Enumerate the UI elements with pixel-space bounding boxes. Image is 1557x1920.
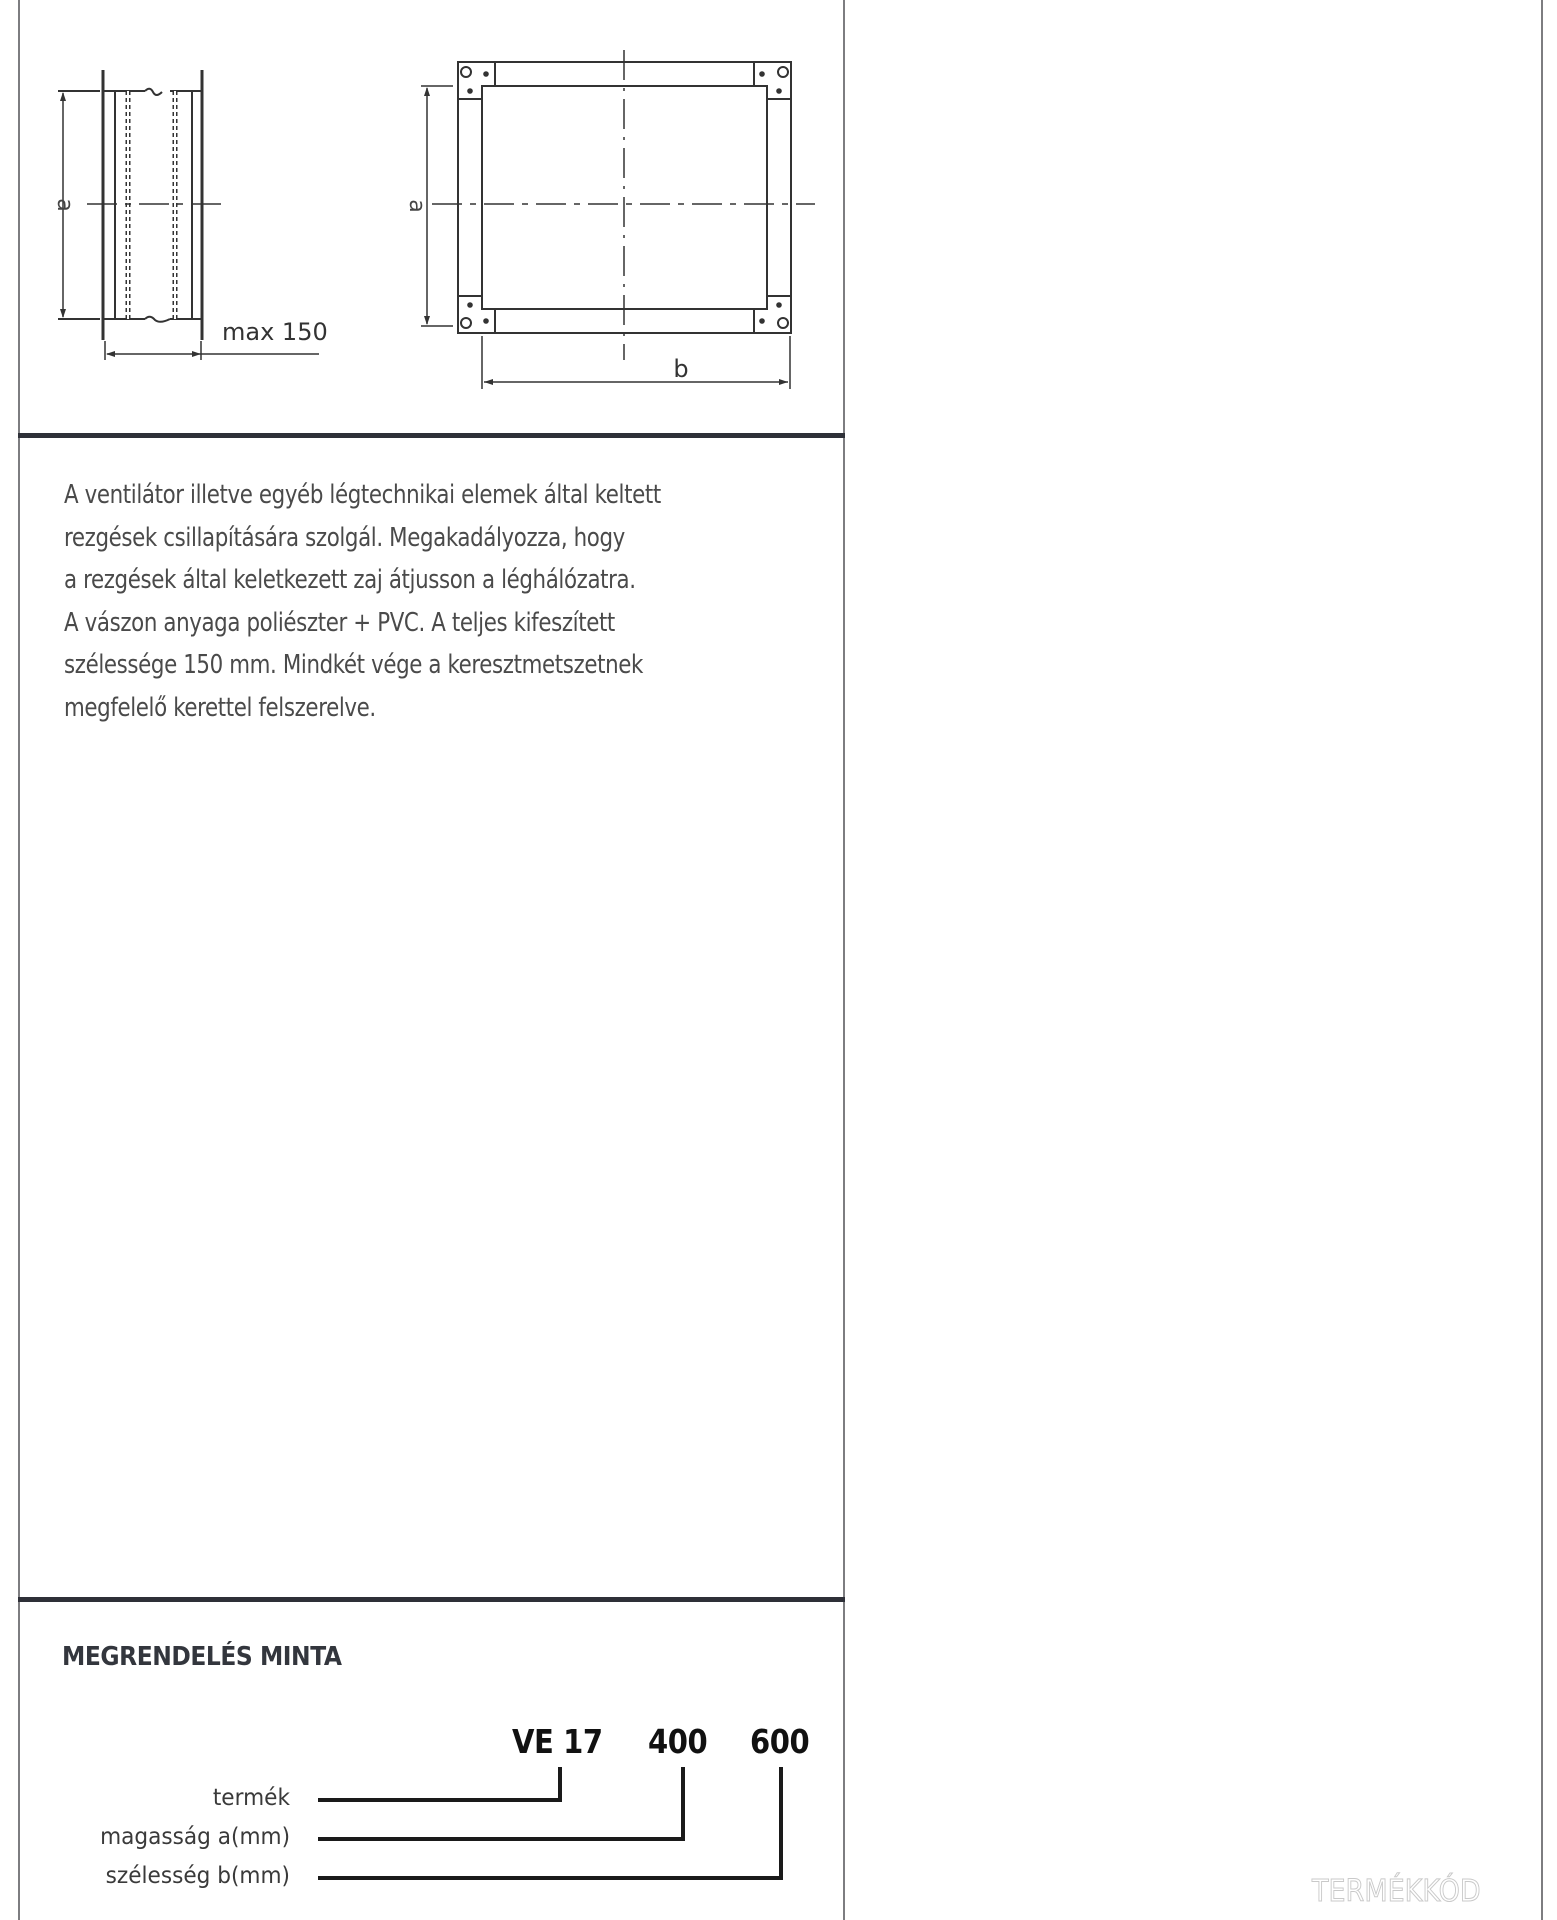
code-height: 400 xyxy=(648,1722,708,1761)
side-dimension-a: a xyxy=(52,198,77,212)
front-dimension-b: b xyxy=(673,355,689,383)
label-product: termék xyxy=(212,1783,290,1811)
label-width: szélesség b(mm) xyxy=(105,1861,290,1889)
label-height: magasság a(mm) xyxy=(100,1822,290,1850)
side-width-label: max 150 xyxy=(222,318,328,346)
order-example-title: MEGRENDELÉS MINTA xyxy=(62,1642,342,1672)
section-rule-top xyxy=(18,433,845,438)
connector-height xyxy=(318,1767,683,1839)
front-dimension-a: a xyxy=(404,199,429,213)
description-line: a rezgések által keletkezett zaj átjusson a léghálózatra. xyxy=(64,565,636,596)
description-line: A ventilátor illetve egyéb légtechnikai elemek által keltett xyxy=(64,480,661,510)
section-rule-bottom xyxy=(18,1597,845,1602)
right-border xyxy=(1541,0,1543,1920)
front-view xyxy=(421,50,815,389)
product-description xyxy=(64,474,771,730)
code-product: VE 17 xyxy=(512,1722,603,1761)
description-line: megfelelő kerettel felszerelve. xyxy=(64,692,376,723)
connector-width xyxy=(318,1767,781,1878)
code-width: 600 xyxy=(750,1722,810,1761)
technical-drawing xyxy=(20,0,844,432)
description-line: rezgések csillapítására szolgál. Megakadályozza, hogy xyxy=(64,522,625,553)
side-view xyxy=(58,70,319,360)
product-code-watermark: TERMÉKKÓD xyxy=(1312,1874,1481,1909)
description-line: A vászon anyaga poliészter + PVC. A teljes kifeszített xyxy=(64,607,615,638)
connector-product xyxy=(318,1767,560,1800)
description-line: szélessége 150 mm. Mindkét vége a keresztmetszetnek xyxy=(64,650,643,681)
